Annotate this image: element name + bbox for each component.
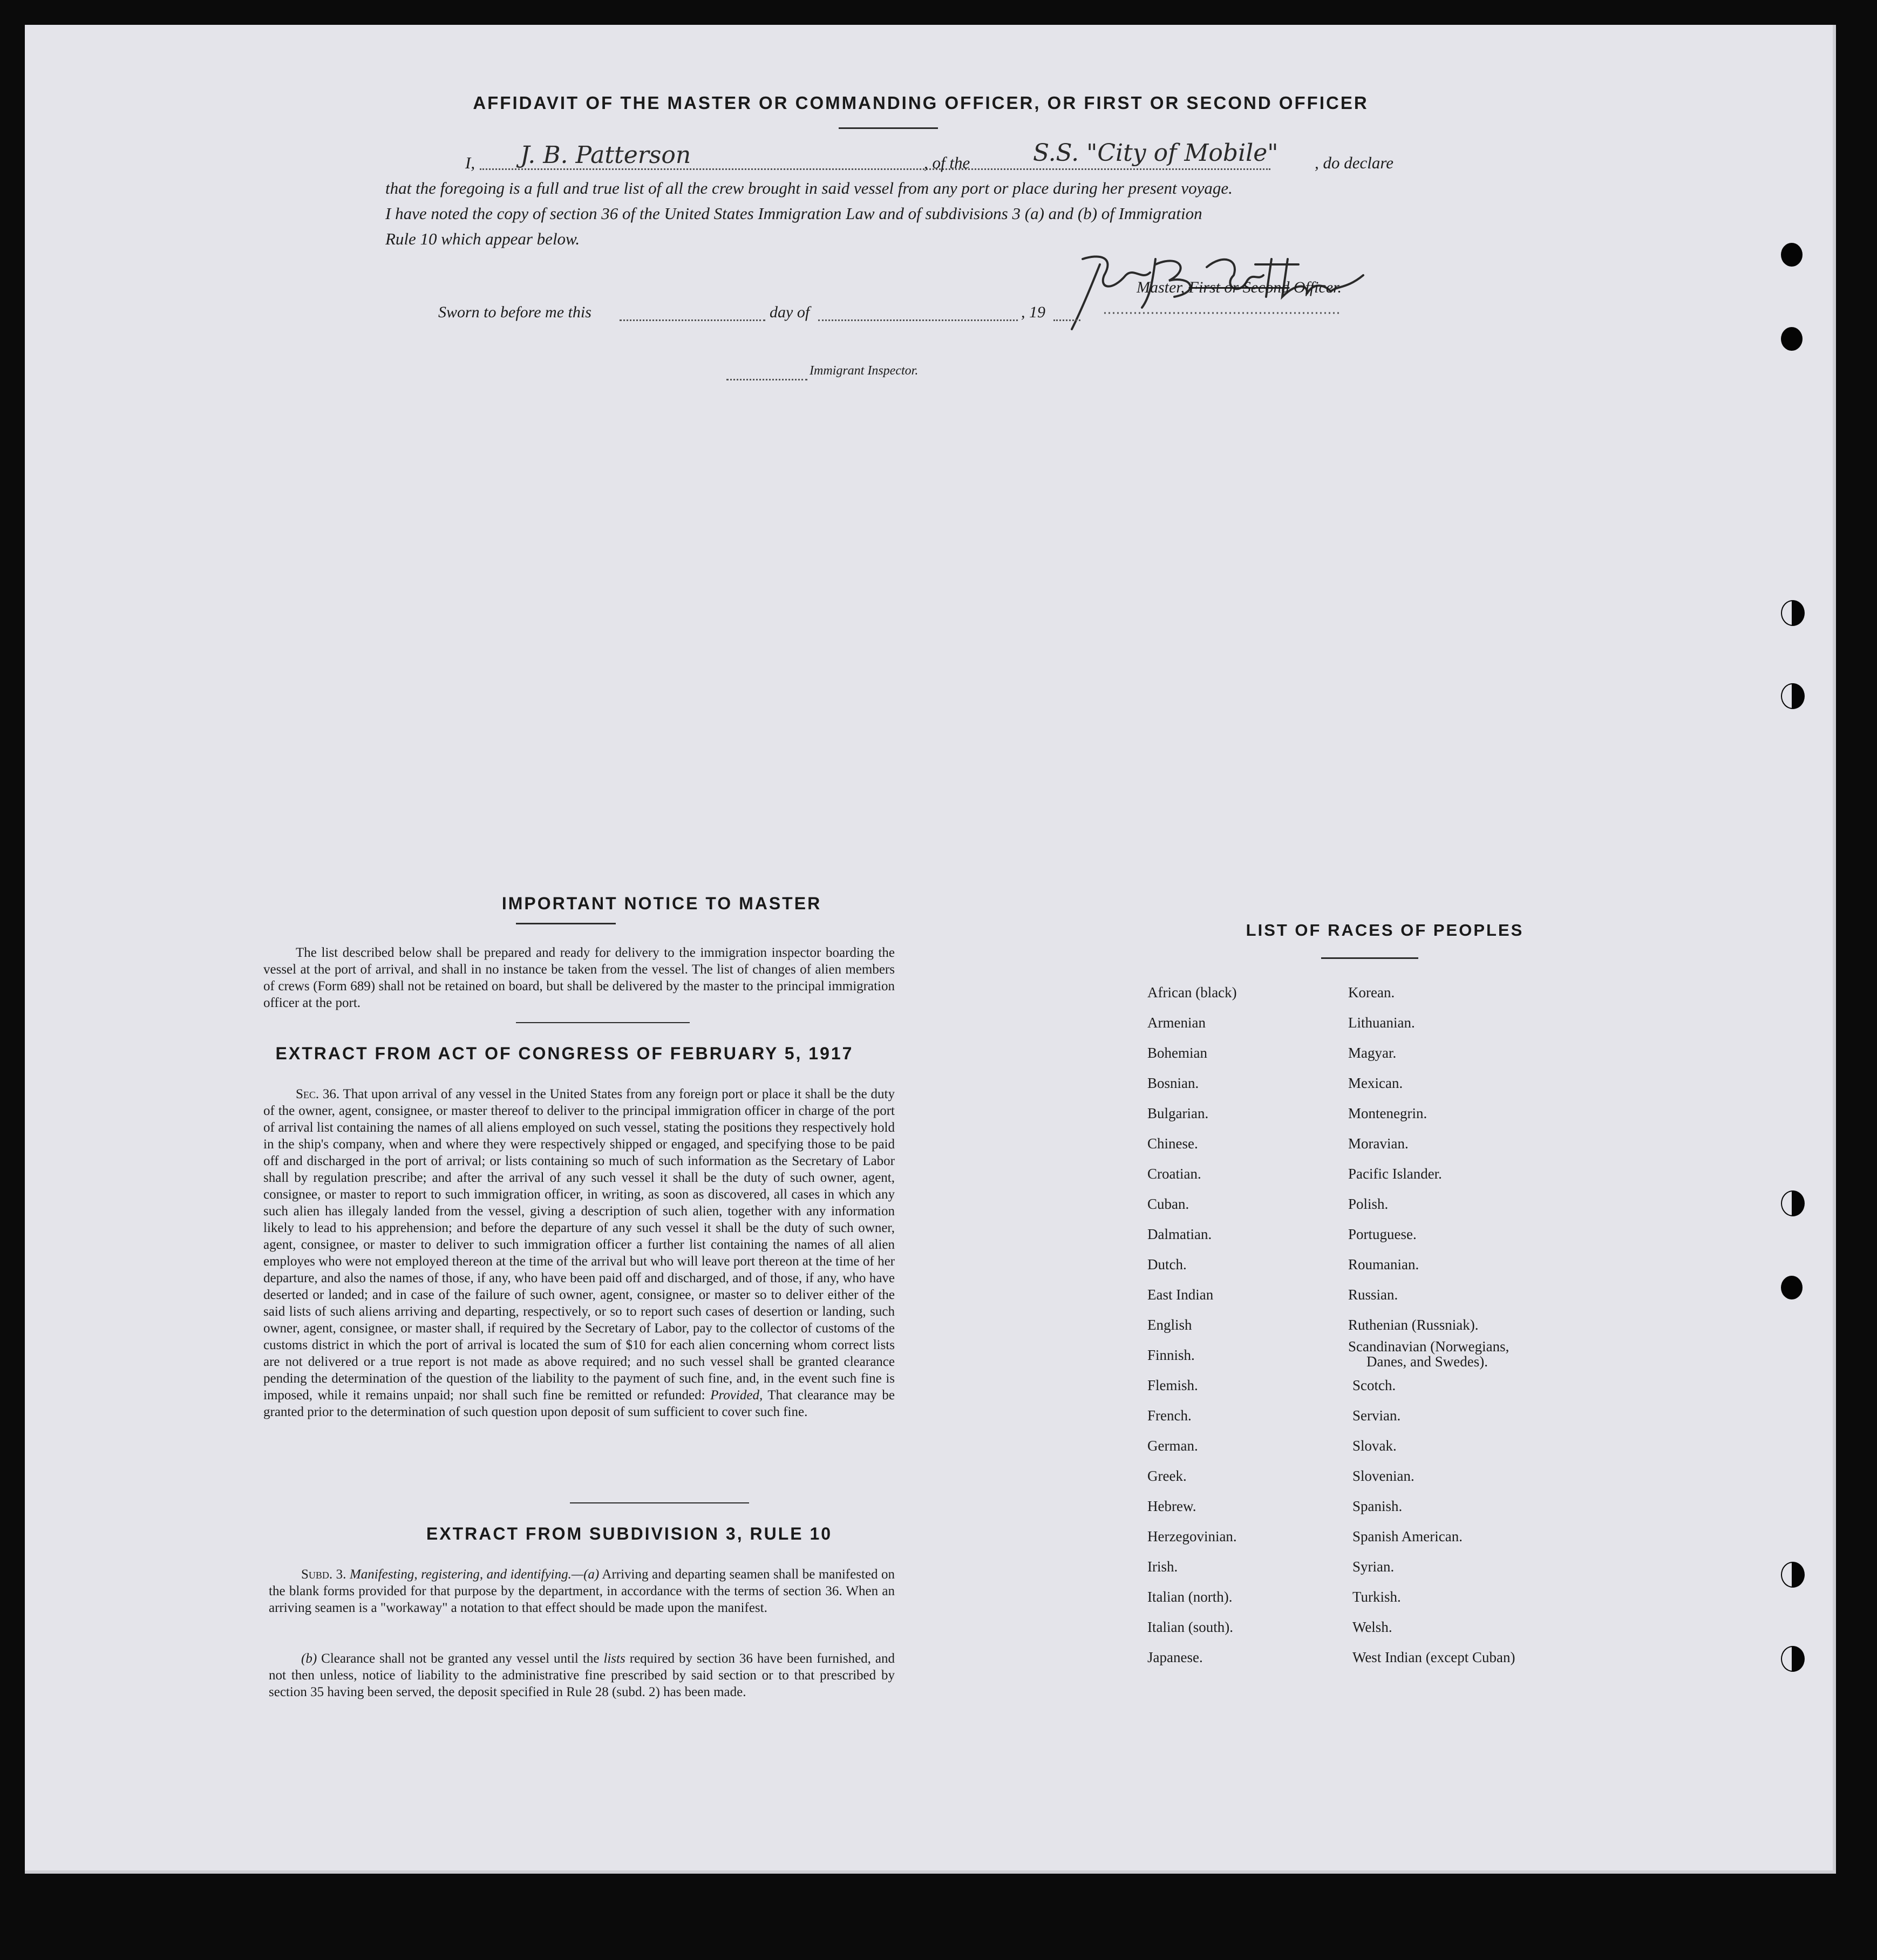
race-right-13: Scandinavian (Norwegians, (1348, 1338, 1509, 1355)
race-left-8: Cuban. (1147, 1196, 1189, 1212)
punch-hole (1781, 1276, 1803, 1299)
race-right-17: Slovenian. (1352, 1468, 1414, 1484)
race-right-5: Montenegrin. (1348, 1105, 1427, 1121)
race-left-18: Hebrew. (1147, 1498, 1196, 1514)
sworn-day-line (620, 319, 765, 321)
of-the-label: , of the (924, 153, 970, 172)
race-right-6: Moravian. (1348, 1135, 1409, 1152)
notice-rule (516, 923, 616, 924)
races-rule (1321, 957, 1418, 959)
race-left-3: Bohemian (1147, 1045, 1207, 1061)
notice-heading: IMPORTANT NOTICE TO MASTER (501, 894, 822, 913)
affidavit-heading: AFFIDAVIT OF THE MASTER OR COMMANDING OFFICER, OR FIRST OR SECOND OFFICER (473, 93, 1369, 113)
race-left-2: Armenian (1147, 1015, 1206, 1031)
act-bottom-rule (570, 1502, 749, 1503)
sworn-label: Sworn to before me this (438, 303, 591, 321)
subdivision-heading: EXTRACT FROM SUBDIVISION 3, RULE 10 (426, 1524, 833, 1543)
declaration-line-2: that the foregoing is a full and true list of all the crew brought in said vessel from any port or place during her present voyage. (385, 179, 1233, 198)
race-right-22: Welsh. (1352, 1619, 1392, 1635)
declaration-line-4: Rule 10 which appear below. (385, 229, 580, 248)
race-left-14: Flemish. (1147, 1377, 1198, 1393)
race-left-20: Irish. (1147, 1559, 1178, 1575)
heading-rule (839, 127, 938, 129)
race-right-18: Spanish. (1352, 1498, 1403, 1514)
race-right-20: Syrian. (1352, 1559, 1395, 1575)
subdivision-para-a: Subd. 3. Manifesting, registering, and identifying.—(a) Arriving and departing seamen shall be manifested on the blank forms provided for that purpose by the department, in accordance with the terms of section 36. When an arriving seamen is a "workaway" a notation to that effect should be made upon the manifest. (269, 1567, 895, 1615)
race-left-23: Japanese. (1147, 1649, 1203, 1665)
race-right-14: Scotch. (1352, 1377, 1396, 1393)
race-left-6: Chinese. (1147, 1135, 1198, 1152)
race-right-10: Roumanian. (1348, 1256, 1419, 1272)
race-right-7: Pacific Islander. (1348, 1166, 1442, 1182)
race-right-21: Turkish. (1352, 1589, 1401, 1605)
race-right-11: Russian. (1348, 1287, 1398, 1303)
race-left-7: Croatian. (1147, 1166, 1201, 1182)
punch-hole (1781, 1562, 1805, 1588)
affidavit-block (385, 139, 1411, 251)
race-left-9: Dalmatian. (1147, 1226, 1212, 1242)
notice-bottom-rule (516, 1022, 690, 1023)
vessel-name-handwritten: S.S. "City of Mobile" (1033, 139, 1278, 167)
race-right-23: West Indian (except Cuban) (1352, 1649, 1515, 1665)
race-left-22: Italian (south). (1147, 1619, 1233, 1635)
notice-text: The list described below shall be prepared and ready for delivery to the immigration inspector boarding the vessel at the port of arrival, and shall in no instance be taken from the vessel. The list of changes of alien members of crews (Form 689) shall not be retained on board, but shall be delivered by the master to the principal immigration officer at the port. (263, 945, 895, 1010)
punch-hole (1781, 600, 1805, 626)
race-right-9: Portuguese. (1348, 1226, 1417, 1242)
race-right-1: Korean. (1348, 984, 1395, 1001)
race-right-16: Slovak. (1352, 1438, 1397, 1454)
year-label: , 19 (1021, 303, 1045, 321)
race-right-4: Mexican. (1348, 1075, 1403, 1091)
day-of-label: day of (770, 303, 810, 321)
race-right-15: Servian. (1352, 1407, 1401, 1424)
act-text: Sec. 36. That upon arrival of any vessel in the United States from any foreign port or place it shall be the duty of the owner, agent, consignee, or master thereof to deliver to the principal immigration officer in charge of the port of arrival list containing the names of all aliens employed on such vessel, stating the positions they respectively hold in the ship's company, when and where they were respectively shipped or engaged, and specifying those to be paid off and discharged in the port of arrival; or lists containing so much of such information as the Secretary of Labor shall by regulation prescribe; and after the arrival of any such vessel it shall be the duty of such owner, agent, consignee, or master to report to such immigration officer, in writing, as soon as discovered, all cases in which any such alien has illegaly landed from the vessel, giving a description of such alien, together with any information likely to lead to his apprehension; and before the departure of any such vessel it shall be the duty of such owner, agent, consignee, or master to deliver to such immigration officer a further list containing the names of all alien employes who were not employed thereon at the time of the arrival but who will leave port thereon at the time of her departure, and also the names of those, if any, who have been paid off and discharged, and of those, if any, who have deserted or landed; and in case of the failure of such owner, agent, consignee, or master so to deliver either of the said lists of such aliens arriving and departing, respectively, or so to report such cases of desertion or landing, such owner, agent, consignee, or master shall, if required by the Secretary of Labor, pay to the collector of customs of the customs district in which the port of arrival is located the sum of $10 for each alien concerning whom correct lists are not delivered or a true report is not made as above required; and no such vessel shall be granted clearance pending the determination of the question of the liability to the payment of such fine, and, in the event such fine is imposed, while it remains unpaid; nor shall such fine be remitted or refunded: Provided, That clearance may be granted prior to the determination of such question upon deposit of sum sufficient to cover such fine. (263, 1087, 895, 1419)
race-left-21: Italian (north). (1147, 1589, 1233, 1605)
punch-hole (1781, 327, 1803, 351)
year-line (1053, 319, 1080, 321)
punch-hole (1781, 1646, 1805, 1672)
race-left-17: Greek. (1147, 1468, 1187, 1484)
race-left-13: Finnish. (1147, 1347, 1195, 1363)
race-right-3: Magyar. (1348, 1045, 1397, 1061)
inspector-label: Immigrant Inspector. (810, 364, 919, 378)
race-left-19: Herzegovinian. (1147, 1528, 1237, 1544)
race-left-1: African (black) (1147, 984, 1237, 1001)
races-heading: LIST OF RACES OF PEOPLES (1246, 921, 1524, 940)
punch-hole (1781, 683, 1805, 709)
declaration-line-3: I have noted the copy of section 36 of the United States Immigration Law and of subdivisions 3 (a) and (b) of Immigration (385, 204, 1202, 223)
race-right-12: Ruthenian (Russniak). (1348, 1317, 1479, 1333)
inspector-line (726, 379, 807, 380)
race-left-15: French. (1147, 1407, 1192, 1424)
race-left-5: Bulgarian. (1147, 1105, 1209, 1121)
act-heading: EXTRACT FROM ACT OF CONGRESS OF FEBRUARY 5, 1917 (275, 1044, 854, 1063)
race-right-2: Lithuanian. (1348, 1015, 1415, 1031)
race-left-12: English (1147, 1317, 1192, 1333)
race-right-19: Spanish American. (1352, 1528, 1463, 1544)
subdivision-para-b: (b) Clearance shall not be granted any vessel until the lists required by section 36 have been furnished, and not then unless, notice of liability to the administrative fine prescribed by said section or to that prescribed by section 35 having been served, the deposit specified in Rule 28 (subd. 2) has been made. (269, 1651, 895, 1699)
punch-hole (1781, 1190, 1805, 1216)
master-officer-label: Master, First or Second Officer. (1137, 278, 1342, 296)
form-page (25, 25, 1836, 1874)
race-right-13-cont: Danes, and Swedes). (1366, 1353, 1488, 1370)
race-left-4: Bosnian. (1147, 1075, 1199, 1091)
race-right-8: Polish. (1348, 1196, 1389, 1212)
sworn-month-line (818, 319, 1018, 321)
do-declare-label: , do declare (1315, 153, 1394, 172)
punch-hole (1781, 243, 1803, 267)
race-left-16: German. (1147, 1438, 1198, 1454)
master-name-handwritten: J. B. Patterson (520, 141, 691, 169)
i-label: I, (465, 153, 475, 172)
race-left-11: East Indian (1147, 1287, 1214, 1303)
race-left-10: Dutch. (1147, 1256, 1187, 1272)
